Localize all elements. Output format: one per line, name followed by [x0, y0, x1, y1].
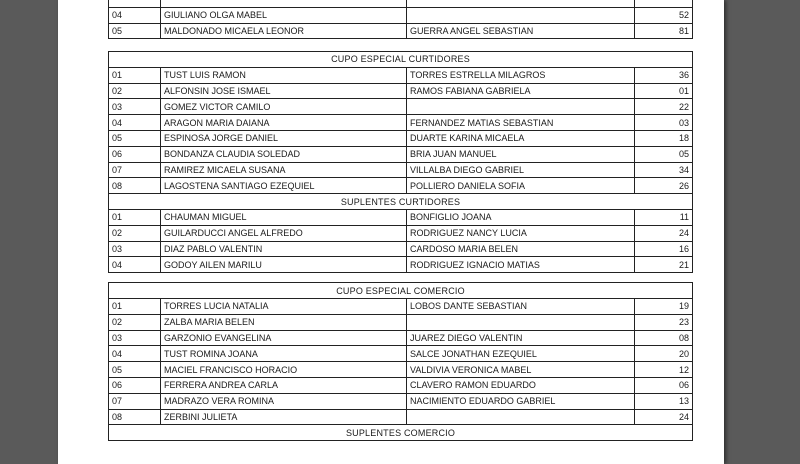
row-number: 04: [109, 257, 161, 273]
suplente-name: FERNANDEZ MATIAS SEBASTIAN: [407, 115, 635, 131]
order-number: 08: [635, 330, 693, 346]
titular-name: ESPINOSA JORGE DANIEL: [161, 130, 407, 146]
titular-name: DIAZ PABLO VALENTIN: [161, 241, 407, 257]
row-number: 08: [109, 178, 161, 194]
row-number: 01: [109, 67, 161, 83]
order-number: [635, 0, 693, 7]
suplente-name: [407, 7, 635, 23]
order-number: 18: [635, 130, 693, 146]
section-header-row: [109, 283, 693, 299]
titular-name: GODOY AILEN MARILU: [161, 257, 407, 273]
suplente-name: GUERRA ANGEL SEBASTIAN: [407, 23, 635, 39]
order-number: 24: [635, 225, 693, 241]
table-row: [109, 393, 693, 409]
titular-name: ZERBINI JULIETA: [161, 409, 407, 425]
row-number: 06: [109, 377, 161, 393]
table-row: [109, 0, 693, 7]
suplente-name: [407, 409, 635, 425]
titular-name: GIULIANO OLGA MABEL: [161, 7, 407, 23]
titular-name: TUST ROMINA JOANA: [161, 346, 407, 362]
row-number: [109, 0, 161, 7]
table-row: [109, 7, 693, 23]
titular-name: [161, 0, 407, 7]
order-number: 16: [635, 241, 693, 257]
titular-name: GUILARDUCCI ANGEL ALFREDO: [161, 225, 407, 241]
document-page: [58, 0, 724, 464]
table-row: [109, 23, 693, 39]
suplente-name: [407, 99, 635, 115]
suplente-name: NACIMIENTO EDUARDO GABRIEL: [407, 393, 635, 409]
titular-name: ARAGON MARIA DAIANA: [161, 115, 407, 131]
table-row: [109, 409, 693, 425]
titular-name: BONDANZA CLAUDIA SOLEDAD: [161, 146, 407, 162]
order-number: 13: [635, 393, 693, 409]
titular-name: ALFONSIN JOSE ISMAEL: [161, 83, 407, 99]
section-title: CUPO ESPECIAL COMERCIO: [109, 283, 693, 299]
order-number: 23: [635, 314, 693, 330]
suplente-name: [407, 0, 635, 7]
titular-name: ZALBA MARIA BELEN: [161, 314, 407, 330]
row-number: 06: [109, 146, 161, 162]
table-row: [109, 257, 693, 273]
suplente-name: TORRES ESTRELLA MILAGROS: [407, 67, 635, 83]
section-gap-cell: [109, 273, 693, 283]
table-row: [109, 377, 693, 393]
suplente-name: RODRIGUEZ IGNACIO MATIAS: [407, 257, 635, 273]
row-number: 07: [109, 162, 161, 178]
table-row: [109, 115, 693, 131]
suplente-name: CLAVERO RAMON EDUARDO: [407, 377, 635, 393]
order-number: 06: [635, 377, 693, 393]
row-number: 01: [109, 298, 161, 314]
section-header-row: [109, 425, 693, 441]
table-row: [109, 362, 693, 378]
section-title: CUPO ESPECIAL CURTIDORES: [109, 52, 693, 68]
row-number: 02: [109, 314, 161, 330]
suplente-name: POLLIERO DANIELA SOFIA: [407, 178, 635, 194]
suplente-name: RODRIGUEZ NANCY LUCIA: [407, 225, 635, 241]
row-number: 07: [109, 393, 161, 409]
table-row: [109, 346, 693, 362]
table-row: [109, 130, 693, 146]
order-number: 11: [635, 209, 693, 225]
row-number: 03: [109, 99, 161, 115]
table-row: [109, 162, 693, 178]
row-number: 05: [109, 130, 161, 146]
suplente-name: JUAREZ DIEGO VALENTIN: [407, 330, 635, 346]
titular-name: MACIEL FRANCISCO HORACIO: [161, 362, 407, 378]
order-number: 01: [635, 83, 693, 99]
titular-name: GOMEZ VICTOR CAMILO: [161, 99, 407, 115]
order-number: 21: [635, 257, 693, 273]
order-number: 22: [635, 99, 693, 115]
suplente-name: RAMOS FABIANA GABRIELA: [407, 83, 635, 99]
row-number: 08: [109, 409, 161, 425]
order-number: 05: [635, 146, 693, 162]
row-number: 02: [109, 83, 161, 99]
table-row: [109, 330, 693, 346]
row-number: 01: [109, 209, 161, 225]
section-header-row: [109, 52, 693, 68]
titular-name: MADRAZO VERA ROMINA: [161, 393, 407, 409]
row-number: 05: [109, 23, 161, 39]
order-number: 36: [635, 67, 693, 83]
table-row: [109, 314, 693, 330]
section-gap: [109, 273, 693, 283]
order-number: 24: [635, 409, 693, 425]
table-row: [109, 178, 693, 194]
table-row: [109, 99, 693, 115]
section-title: SUPLENTES CURTIDORES: [109, 194, 693, 210]
suplente-name: BONFIGLIO JOANA: [407, 209, 635, 225]
suplente-name: SALCE JONATHAN EZEQUIEL: [407, 346, 635, 362]
assignment-table: [108, 51, 693, 441]
order-number: 12: [635, 362, 693, 378]
section-title: SUPLENTES COMERCIO: [109, 425, 693, 441]
order-number: 52: [635, 7, 693, 23]
row-number: 04: [109, 346, 161, 362]
order-number: 19: [635, 298, 693, 314]
row-number: 03: [109, 241, 161, 257]
order-number: 26: [635, 178, 693, 194]
table-row: [109, 146, 693, 162]
order-number: 81: [635, 23, 693, 39]
titular-name: TUST LUIS RAMON: [161, 67, 407, 83]
titular-name: GARZONIO EVANGELINA: [161, 330, 407, 346]
row-number: 02: [109, 225, 161, 241]
suplente-name: [407, 314, 635, 330]
order-number: 34: [635, 162, 693, 178]
titular-name: TORRES LUCIA NATALIA: [161, 298, 407, 314]
suplente-name: LOBOS DANTE SEBASTIAN: [407, 298, 635, 314]
row-number: 05: [109, 362, 161, 378]
order-number: 20: [635, 346, 693, 362]
table-row: [109, 225, 693, 241]
table-row: [109, 83, 693, 99]
suplente-name: BRIA JUAN MANUEL: [407, 146, 635, 162]
table-row: [109, 209, 693, 225]
titular-name: RAMIREZ MICAELA SUSANA: [161, 162, 407, 178]
suplente-name: CARDOSO MARIA BELEN: [407, 241, 635, 257]
row-number: 03: [109, 330, 161, 346]
table-row: [109, 67, 693, 83]
section-header-row: [109, 194, 693, 210]
row-number: 04: [109, 7, 161, 23]
titular-name: LAGOSTENA SANTIAGO EZEQUIEL: [161, 178, 407, 194]
suplente-name: VILLALBA DIEGO GABRIEL: [407, 162, 635, 178]
titular-name: MALDONADO MICAELA LEONOR: [161, 23, 407, 39]
titular-name: CHAUMAN MIGUEL: [161, 209, 407, 225]
order-number: 03: [635, 115, 693, 131]
titular-name: FERRERA ANDREA CARLA: [161, 377, 407, 393]
suplente-name: VALDIVIA VERONICA MABEL: [407, 362, 635, 378]
row-number: 04: [109, 115, 161, 131]
suplente-name: DUARTE KARINA MICAELA: [407, 130, 635, 146]
table-row: [109, 241, 693, 257]
table-row: [109, 298, 693, 314]
previous-section-table: [108, 0, 693, 39]
